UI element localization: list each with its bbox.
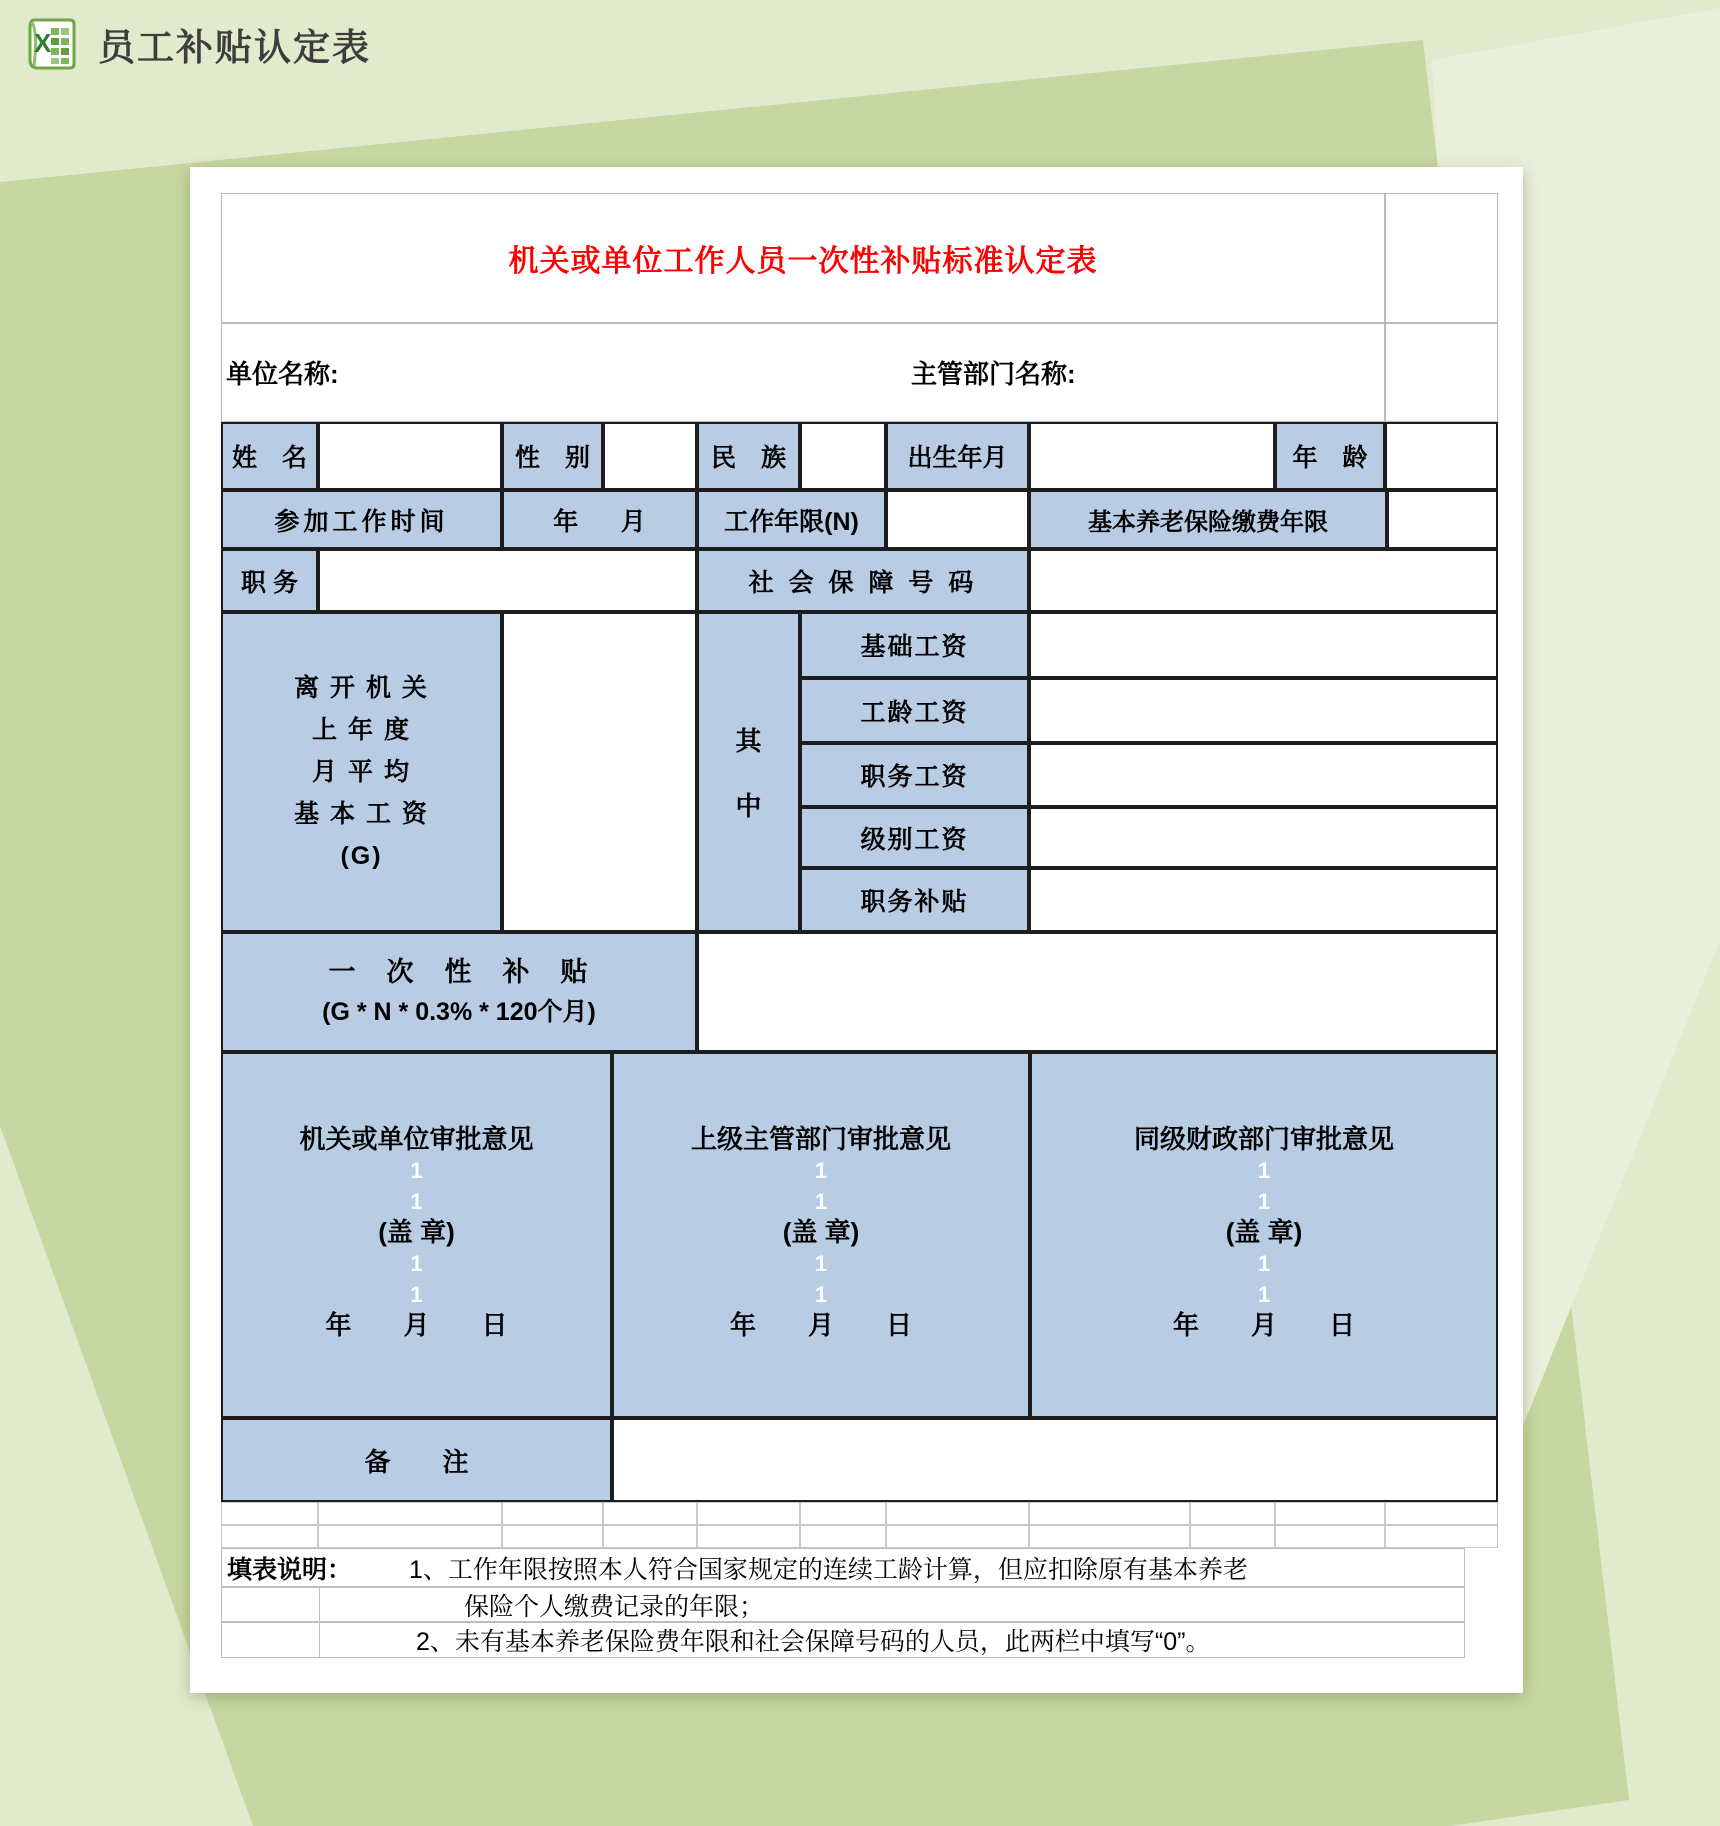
grade-salary-input-cell[interactable] bbox=[1029, 807, 1498, 868]
salary-label-line: 月 平 均 bbox=[312, 758, 411, 786]
unit-row-side-cell bbox=[1385, 323, 1498, 422]
work-start-label: 参加工作时间 bbox=[221, 490, 502, 549]
approval-title: 上级主管部门审批意见 bbox=[690, 1124, 951, 1154]
work-years-input-cell[interactable] bbox=[886, 490, 1029, 549]
placeholder-mark: 1 bbox=[410, 1251, 423, 1276]
among-which-label bbox=[697, 612, 800, 932]
birth-date-input-cell[interactable] bbox=[1029, 422, 1275, 490]
placeholder-mark: 1 bbox=[814, 1189, 828, 1214]
grade-salary-label: 级别工资 bbox=[800, 807, 1029, 868]
grid-cell[interactable] bbox=[318, 1502, 502, 1525]
grid-cell[interactable] bbox=[1190, 1502, 1275, 1525]
excel-icon bbox=[24, 16, 80, 72]
grid-cell[interactable] bbox=[697, 1502, 800, 1525]
unit-row bbox=[221, 323, 1385, 422]
notes-row-3 bbox=[221, 1622, 1465, 1658]
grid-cell[interactable] bbox=[318, 1525, 502, 1548]
seal-label: (盖 章) bbox=[782, 1217, 860, 1247]
svg-text:X: X bbox=[34, 28, 52, 58]
approval-title: 机关或单位审批意见 bbox=[299, 1124, 534, 1154]
placeholder-mark: 1 bbox=[1257, 1189, 1271, 1214]
form-title: 机关或单位工作人员一次性补贴标准认定表 bbox=[221, 193, 1385, 323]
grid-cell[interactable] bbox=[1385, 1502, 1498, 1525]
notes-left-cell bbox=[222, 1623, 320, 1657]
grid-cell[interactable] bbox=[1275, 1502, 1385, 1525]
notes-line-1: 1、工作年限按照本人符合国家规定的连续工龄计算，但应扣除原有基本养老 bbox=[409, 1555, 1248, 1584]
placeholder-mark: 1 bbox=[814, 1158, 828, 1183]
social-security-input-cell[interactable] bbox=[1029, 549, 1498, 612]
social-security-label: 社 会 保 障 号 码 bbox=[697, 549, 1029, 612]
among-char: 中 bbox=[735, 791, 762, 821]
page-header bbox=[24, 16, 371, 72]
seniority-salary-label: 工龄工资 bbox=[800, 678, 1029, 743]
placeholder-mark: 1 bbox=[410, 1282, 423, 1307]
pension-years-input-cell[interactable] bbox=[1387, 490, 1498, 549]
position-allowance-label: 职务补贴 bbox=[800, 868, 1029, 932]
salary-label-line: (G) bbox=[340, 842, 383, 870]
approval-title: 同级财政部门审批意见 bbox=[1133, 1124, 1394, 1154]
seniority-salary-input-cell[interactable] bbox=[1029, 678, 1498, 743]
position-salary-input-cell[interactable] bbox=[1029, 743, 1498, 807]
position-allowance-input-cell[interactable] bbox=[1029, 868, 1498, 932]
month-label: 月 bbox=[620, 507, 646, 536]
remark-input-cell[interactable] bbox=[612, 1418, 1498, 1502]
year-month-cell[interactable] bbox=[502, 490, 697, 549]
grid-cell[interactable] bbox=[800, 1502, 886, 1525]
grid-cell[interactable] bbox=[1275, 1525, 1385, 1548]
finance-dept-approval-cell[interactable] bbox=[1030, 1052, 1498, 1418]
subsidy-title: 一 次 性 补 贴 bbox=[328, 957, 590, 987]
grid-cell[interactable] bbox=[800, 1525, 886, 1548]
grid-cell[interactable] bbox=[1029, 1502, 1190, 1525]
age-input-cell[interactable] bbox=[1385, 422, 1498, 490]
gender-input-cell[interactable] bbox=[603, 422, 697, 490]
placeholder-mark: 1 bbox=[1257, 1282, 1271, 1307]
position-input-cell[interactable] bbox=[318, 549, 697, 612]
unit-name-label: 单位名称: bbox=[226, 359, 339, 389]
unit-approval-cell[interactable] bbox=[221, 1052, 612, 1418]
salary-label-line: 基 本 工 资 bbox=[294, 800, 429, 828]
grid-cell[interactable] bbox=[697, 1525, 800, 1548]
grid-cell[interactable] bbox=[1190, 1525, 1275, 1548]
ethnicity-input-cell[interactable] bbox=[800, 422, 886, 490]
form-title-side-cell bbox=[1385, 193, 1498, 323]
seal-label: (盖 章) bbox=[378, 1217, 455, 1247]
year-label: 年 bbox=[553, 507, 579, 536]
avg-basic-salary-input-cell[interactable] bbox=[502, 612, 697, 932]
age-label: 年 龄 bbox=[1275, 422, 1385, 490]
notes-left-cell bbox=[222, 1588, 320, 1621]
subsidy-formula: (G * N * 0.3% * 120个月) bbox=[322, 998, 596, 1026]
placeholder-mark: 1 bbox=[814, 1282, 828, 1307]
notes-line-2: 保险个人缴费记录的年限； bbox=[464, 1592, 765, 1621]
placeholder-mark: 1 bbox=[814, 1251, 828, 1276]
grid-cell[interactable] bbox=[603, 1525, 697, 1548]
notes-label: 填表说明： bbox=[227, 1555, 353, 1584]
superior-dept-approval-cell[interactable] bbox=[612, 1052, 1030, 1418]
salary-label-line: 上 年 度 bbox=[312, 716, 411, 744]
work-years-label: 工作年限(N) bbox=[697, 490, 886, 549]
among-char: 其 bbox=[735, 726, 762, 756]
grid-cell[interactable] bbox=[502, 1502, 603, 1525]
form-sheet bbox=[190, 167, 1523, 1693]
seal-label: (盖 章) bbox=[1225, 1217, 1303, 1247]
grid-cell[interactable] bbox=[221, 1502, 318, 1525]
date-label: 年 月 日 bbox=[729, 1310, 912, 1340]
avg-basic-salary-label bbox=[221, 612, 502, 932]
remark-label: 备 注 bbox=[221, 1418, 612, 1502]
date-label: 年 月 日 bbox=[1172, 1310, 1355, 1340]
grid-cell[interactable] bbox=[886, 1502, 1029, 1525]
base-salary-input-cell[interactable] bbox=[1029, 612, 1498, 678]
grid-cell[interactable] bbox=[603, 1502, 697, 1525]
placeholder-mark: 1 bbox=[410, 1189, 423, 1214]
placeholder-mark: 1 bbox=[1257, 1158, 1271, 1183]
placeholder-mark: 1 bbox=[1257, 1251, 1271, 1276]
grid-cell[interactable] bbox=[1029, 1525, 1190, 1548]
ethnicity-label: 民 族 bbox=[697, 422, 800, 490]
dept-name-label: 主管部门名称: bbox=[911, 359, 1076, 389]
gender-label: 性 别 bbox=[502, 422, 603, 490]
grid-cell[interactable] bbox=[886, 1525, 1029, 1548]
name-input-cell[interactable] bbox=[318, 422, 502, 490]
position-label: 职 务 bbox=[221, 549, 318, 612]
grid-cell[interactable] bbox=[1385, 1525, 1498, 1548]
grid-cell[interactable] bbox=[221, 1525, 318, 1548]
birth-date-label: 出生年月 bbox=[886, 422, 1029, 490]
date-label: 年 月 日 bbox=[325, 1310, 508, 1340]
notes-line-3: 2、未有基本养老保险费年限和社会保障号码的人员，此两栏中填写“0”。 bbox=[416, 1628, 1211, 1656]
one-time-subsidy-input-cell[interactable] bbox=[697, 932, 1498, 1052]
notes-row-2 bbox=[221, 1587, 1465, 1622]
placeholder-mark: 1 bbox=[410, 1158, 423, 1183]
grid-cell[interactable] bbox=[502, 1525, 603, 1548]
position-salary-label: 职务工资 bbox=[800, 743, 1029, 807]
pension-years-label: 基本养老保险缴费年限 bbox=[1029, 490, 1387, 549]
page-title: 员工补贴认定表 bbox=[98, 27, 371, 68]
salary-label-line: 离 开 机 关 bbox=[294, 674, 429, 702]
base-salary-label: 基础工资 bbox=[800, 612, 1029, 678]
notes-row-1 bbox=[221, 1548, 1465, 1587]
one-time-subsidy-label bbox=[221, 932, 697, 1052]
name-label: 姓 名 bbox=[221, 422, 318, 490]
